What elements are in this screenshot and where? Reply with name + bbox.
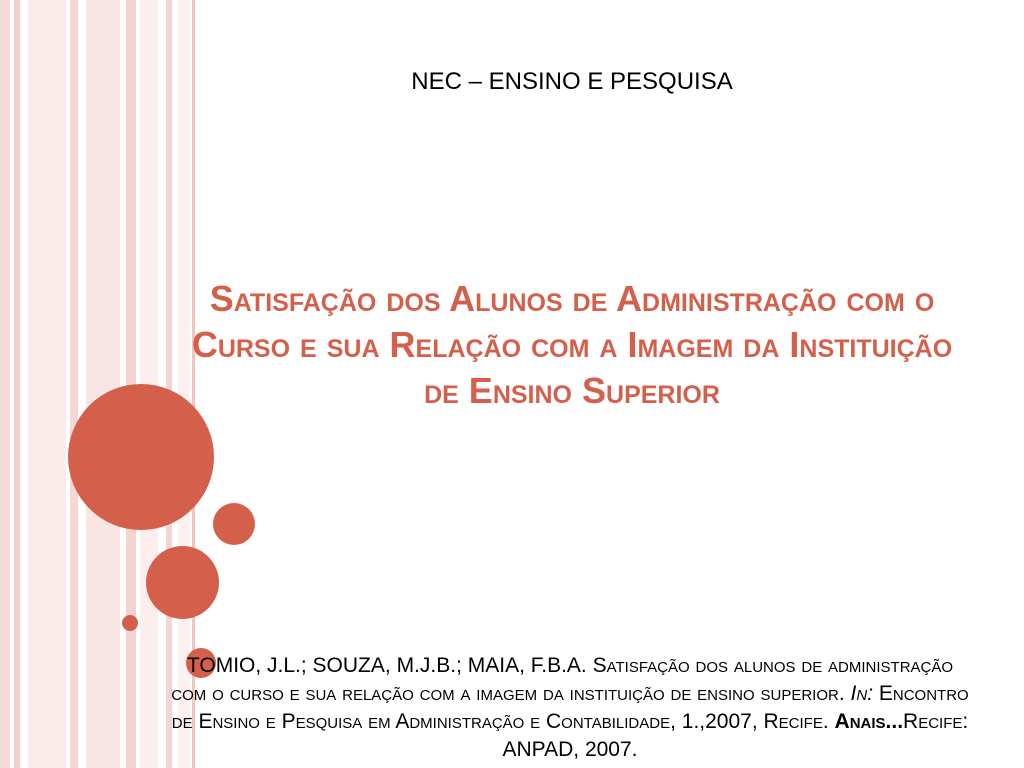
stripe (70, 0, 78, 768)
decorative-circle-small (213, 503, 255, 545)
slide-title: Satisfação dos Alunos de Administração com o Curso e sua Relação com a Imagem da Instituição de Ensino Superior (191, 278, 953, 411)
slide-header: NEC – ENSINO E PESQUISA (411, 68, 733, 95)
citation-authors: TOMIO, J.L.; SOUZA, M.J.B.; MAIA, F.B.A. (186, 654, 593, 677)
citation-city: Recife (903, 710, 963, 733)
citation-edition: , 1.,2007, (670, 710, 764, 733)
citation-publisher: : ANPAD, 2007. (502, 710, 969, 761)
citation-in-label: In: (850, 682, 874, 705)
citation-event: Encontro de Ensino e Pesquisa em Administração e Contabilidade (171, 682, 969, 733)
stripe (0, 0, 10, 768)
citation-work-title: Satisfação dos alunos de administração com o curso e sua relação com a imagem da instituição de ensino superior. (171, 654, 954, 705)
citation-anais: Anais... (834, 710, 904, 733)
stripe (86, 0, 120, 768)
citation (170, 652, 970, 764)
citation-city: Recife. (763, 710, 829, 733)
stripe (28, 0, 66, 768)
stripe (14, 0, 20, 768)
decorative-circle-medium (146, 546, 219, 619)
decorative-circle-tiny (122, 615, 138, 631)
